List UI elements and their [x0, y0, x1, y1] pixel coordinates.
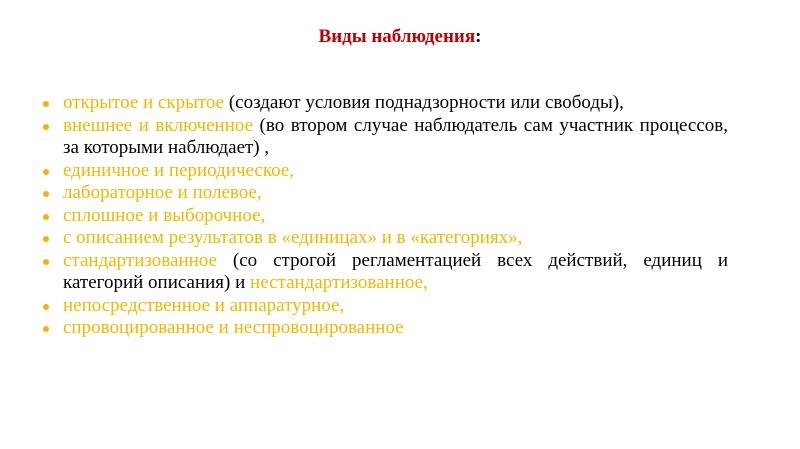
list-item-highlight: лабораторное и полевое,: [63, 182, 262, 203]
slide-title: [0, 26, 800, 48]
list-item-highlight: единичное и периодическое,: [63, 159, 295, 181]
list-item-highlight: непосредственное и аппаратурное,: [63, 294, 345, 316]
bullet-icon: [43, 124, 49, 130]
bullet-icon: [43, 236, 49, 242]
slide-title-colon: :: [475, 26, 482, 47]
list-item-highlight-2: нестандартизованное,: [250, 272, 428, 293]
slide-title-text: Виды наблюдения: [318, 26, 476, 47]
list-item-highlight: стандартизованное: [63, 249, 217, 271]
list-item-text: (во втором случае наблюдатель сам участник процессов, за которыми наблюдает) ,: [63, 114, 728, 158]
list-item: [42, 115, 728, 160]
bullet-icon: [43, 169, 49, 175]
list-item: [42, 205, 728, 228]
list-item: [42, 295, 728, 318]
bullet-icon: [43, 191, 49, 197]
list-item-text: (со строгой регламентацией всех действий, единиц и категорий описания) и: [63, 249, 728, 293]
list-item-highlight: сплошное и выборочное,: [63, 204, 266, 226]
list-item-highlight: с описанием результатов в «единицах» и в «категориях»,: [63, 227, 523, 248]
bullet-icon: [43, 326, 49, 332]
list-item-text: (создают условия поднадзорности или свободы),: [224, 92, 624, 113]
list-item: [42, 317, 728, 340]
observation-types-list: [42, 92, 728, 340]
bullet-icon: [43, 304, 49, 310]
list-item-highlight: внешнее и включенное: [63, 114, 254, 136]
bullet-icon: [43, 214, 49, 220]
bullet-icon: [43, 259, 49, 265]
list-item: [42, 250, 728, 295]
list-item: [42, 92, 728, 115]
list-item: [42, 227, 728, 250]
list-item-highlight: открытое и скрытое: [63, 92, 225, 113]
list-item-highlight: спровоцированное и неспровоцированное: [63, 317, 404, 338]
list-item: [42, 182, 728, 205]
bullet-icon: [43, 101, 49, 107]
list-item: [42, 160, 728, 183]
